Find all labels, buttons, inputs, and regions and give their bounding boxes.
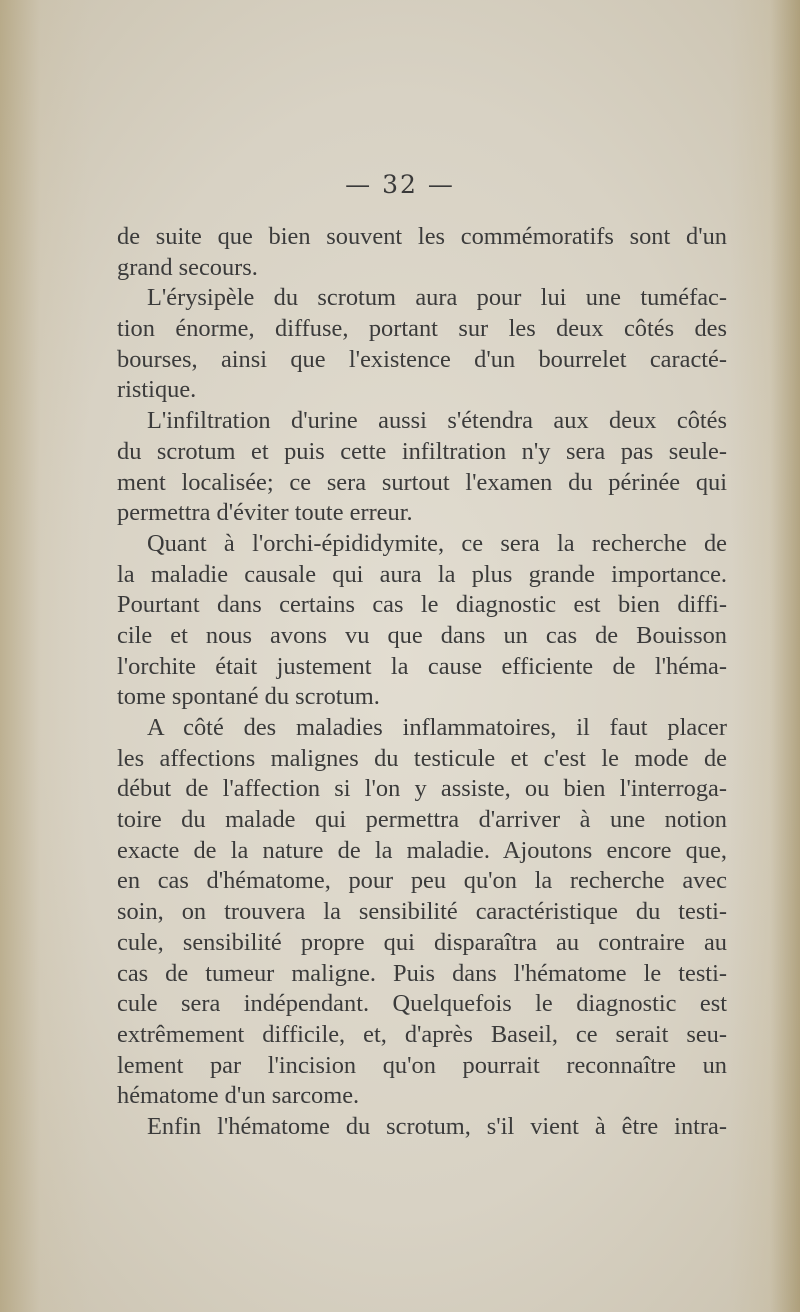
text-line: ment localisée; ce sera surtout l'examen du périnée qui bbox=[117, 468, 727, 496]
text-line: grand secours. bbox=[117, 253, 258, 281]
text-line: cule sera indépendant. Quelquefois le diagnostic est bbox=[117, 990, 727, 1018]
body-text bbox=[117, 222, 727, 1143]
text-line: L'infiltration d'urine aussi s'étendra aux deux côtés bbox=[147, 407, 727, 435]
text-line: toire du malade qui permettra d'arriver à une notion bbox=[117, 806, 727, 834]
text-line: L'érysipèle du scrotum aura pour lui une tuméfac- bbox=[147, 284, 727, 312]
page-number: — 32 — bbox=[345, 170, 455, 199]
text-line: l'orchite était justement la cause efficiente de l'héma- bbox=[117, 652, 727, 680]
text-line: les affections malignes du testicule et c'est le mode de bbox=[117, 744, 727, 772]
text-line: bourses, ainsi que l'existence d'un bourrelet caracté- bbox=[117, 345, 727, 373]
text-line: début de l'affection si l'on y assiste, ou bien l'interroga- bbox=[117, 775, 727, 803]
text-line: cule, sensibilité propre qui disparaîtra au contraire au bbox=[117, 928, 727, 956]
text-line: tion énorme, diffuse, portant sur les deux côtés des bbox=[117, 315, 727, 343]
text-line: Pourtant dans certains cas le diagnostic est bien diffi- bbox=[117, 591, 727, 619]
text-line: soin, on trouvera la sensibilité caractéristique du testi- bbox=[117, 898, 727, 926]
text-line: Quant à l'orchi-épididymite, ce sera la recherche de bbox=[147, 529, 727, 557]
text-line: la maladie causale qui aura la plus grande importance. bbox=[117, 560, 727, 588]
text-line: de suite que bien souvent les commémoratifs sont d'un bbox=[117, 223, 727, 250]
text-line: ristique. bbox=[117, 376, 197, 404]
text-line: hématome d'un sarcome. bbox=[117, 1082, 360, 1110]
text-line: extrêmement difficile, et, d'après Baseil, ce serait seu- bbox=[117, 1020, 727, 1048]
text-line: A côté des maladies inflammatoires, il faut placer bbox=[147, 714, 727, 741]
text-line: lement par l'incision qu'on pourrait reconnaître un bbox=[117, 1051, 727, 1079]
text-line: en cas d'hématome, pour peu qu'on la recherche avec bbox=[117, 867, 727, 895]
text-line: exacte de la nature de la maladie. Ajoutons encore que, bbox=[117, 836, 727, 864]
text-line: permettra d'éviter toute erreur. bbox=[117, 499, 413, 527]
text-line: cas de tumeur maligne. Puis dans l'hématome le testi- bbox=[117, 959, 727, 987]
text-line: tome spontané du scrotum. bbox=[117, 683, 380, 711]
text-line: Enfin l'hématome du scrotum, s'il vient à être intra- bbox=[147, 1112, 727, 1140]
text-line: du scrotum et puis cette infiltration n'y sera pas seule- bbox=[117, 437, 727, 465]
text-line: cile et nous avons vu que dans un cas de Bouisson bbox=[117, 621, 727, 649]
